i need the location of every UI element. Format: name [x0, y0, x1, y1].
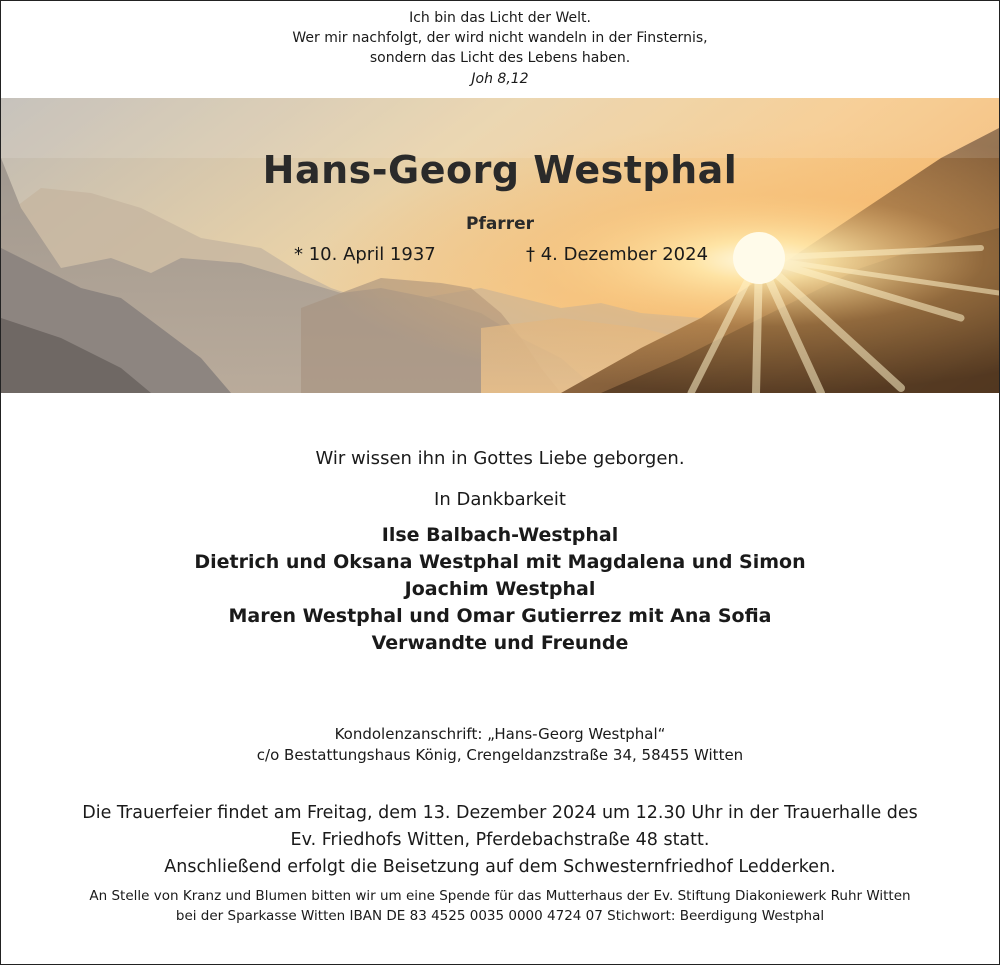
- family-member: Maren Westphal und Omar Gutierrez mit Ana Sofia: [228, 605, 772, 627]
- donation-line-1: An Stelle von Kranz und Blumen bitten wir um eine Spende für das Mutterhaus der Ev. Stiftung Diakoniewerk Ruhr Witten: [89, 888, 911, 904]
- bible-verse: [0, 8, 1000, 68]
- condolence-address: [0, 724, 1000, 766]
- verse-line-2: Wer mir nachfolgt, der wird nicht wandeln in der Finsternis,: [292, 30, 708, 46]
- condolence-line-1: Kondolenzanschrift: „Hans-Georg Westphal“: [334, 725, 666, 743]
- funeral-line-3: Anschließend erfolgt die Beisetzung auf dem Schwesternfriedhof Ledderken.: [164, 857, 836, 877]
- verse-line-3: sondern das Licht des Lebens haben.: [369, 50, 631, 66]
- deceased-role: Pfarrer: [465, 214, 534, 234]
- death-date: † 4. Dezember 2024: [526, 244, 709, 265]
- birth-date: * 10. April 1937: [294, 244, 436, 265]
- donation-line-2: bei der Sparkasse Witten IBAN DE 83 4525 0035 0000 4724 07 Stichwort: Beerdigung Westphal: [175, 908, 825, 924]
- funeral-info: [0, 800, 1000, 881]
- family-member: Joachim Westphal: [404, 578, 596, 600]
- deceased-name: Hans-Georg Westphal: [262, 148, 738, 192]
- funeral-line-1: Die Trauerfeier findet am Freitag, dem 13. Dezember 2024 um 12.30 Uhr in der Trauerhalle des: [82, 803, 918, 823]
- statement: Wir wissen ihn in Gottes Liebe geborgen.: [315, 448, 685, 469]
- family-member: Ilse Balbach-Westphal: [381, 524, 619, 546]
- donation-info: [0, 886, 1000, 926]
- family-list: [0, 522, 1000, 657]
- mountain-sunset-image: [1, 98, 999, 393]
- funeral-line-2: Ev. Friedhofs Witten, Pferdebachstraße 48 statt.: [290, 830, 710, 850]
- gratitude-heading: In Dankbarkeit: [434, 489, 566, 510]
- verse-reference: Joh 8,12: [471, 71, 529, 87]
- verse-line-1: Ich bin das Licht der Welt.: [409, 10, 591, 26]
- condolence-line-2: c/o Bestattungshaus König, Crengeldanzstraße 34, 58455 Witten: [256, 746, 744, 764]
- family-member: Verwandte und Freunde: [371, 632, 629, 654]
- family-member: Dietrich und Oksana Westphal mit Magdalena und Simon: [194, 551, 806, 573]
